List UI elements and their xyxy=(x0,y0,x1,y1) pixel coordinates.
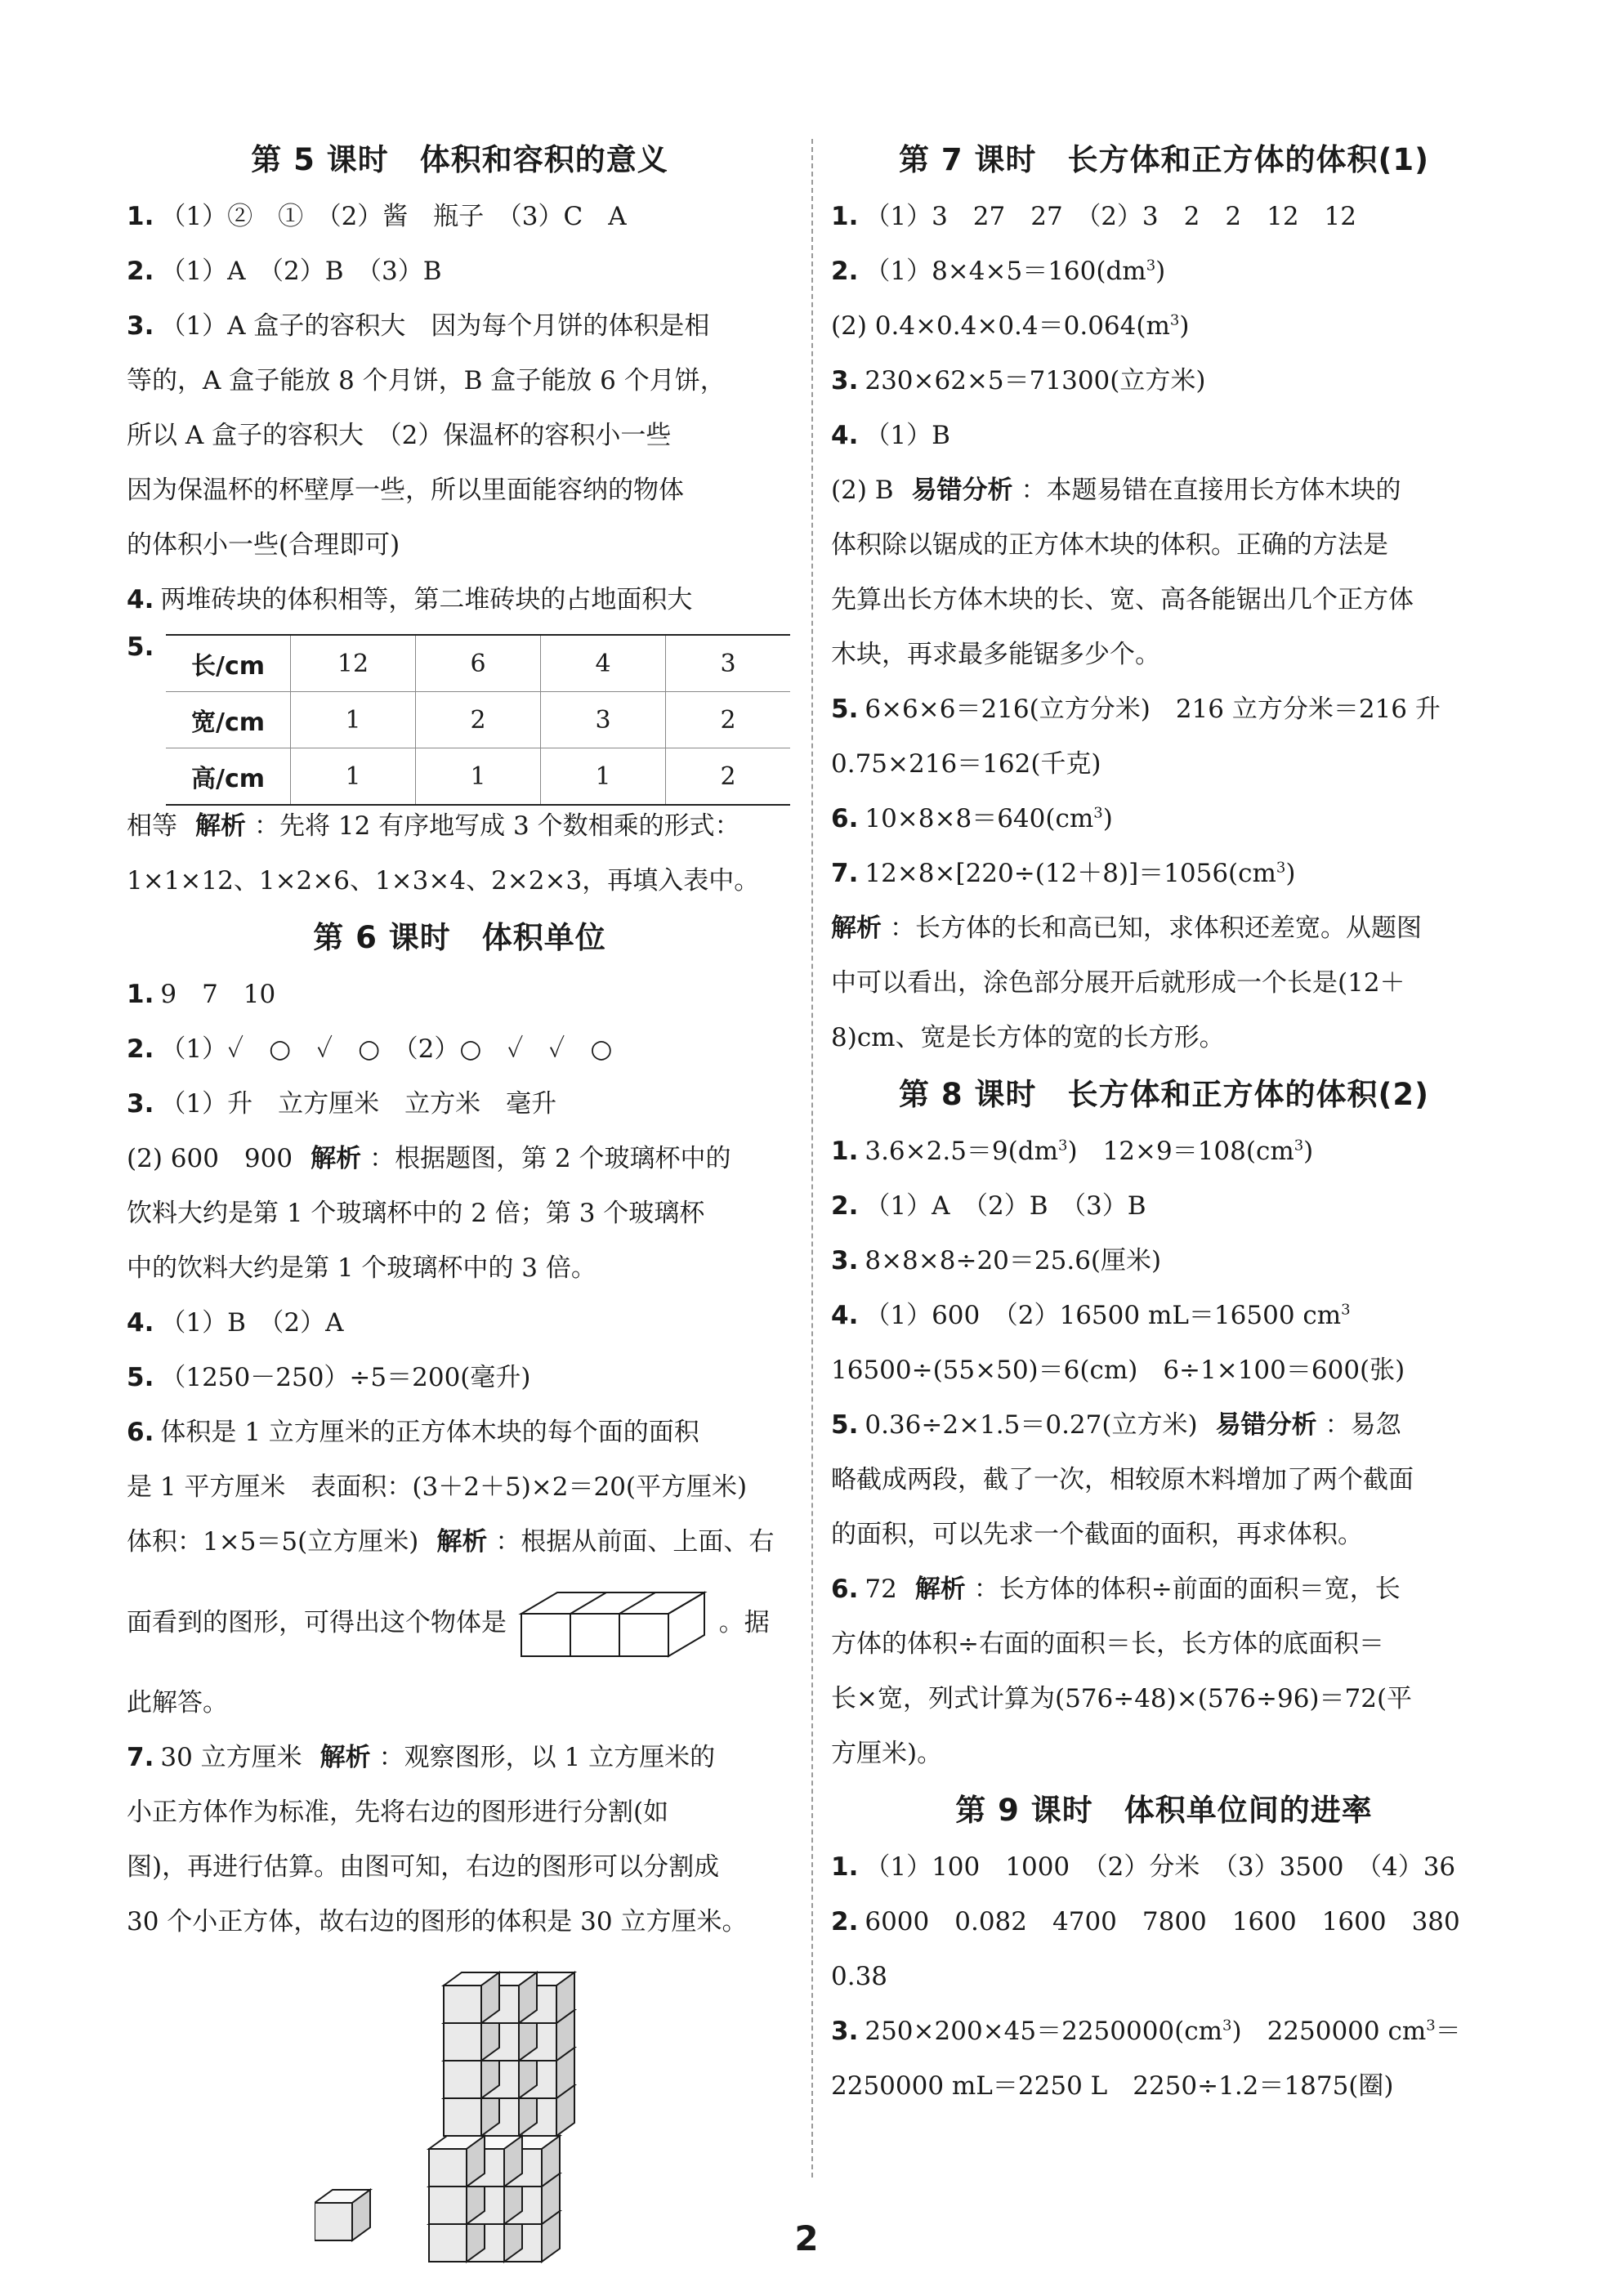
answer-line: 面看到的图形，可得出这个物体是 。据 xyxy=(127,1570,793,1676)
table-cell: 1 xyxy=(541,748,666,806)
answer-line: 6. 72 解析 ：长方体的体积÷前面的面积＝宽，长 xyxy=(831,1575,1401,1604)
question-number: 5. xyxy=(127,632,154,662)
answer-line: 7. $12\times 8\times[220\div(12+8)]=1056(cm^3)$ xyxy=(831,859,1296,888)
row-label: 高/cm xyxy=(191,765,265,793)
answer-line: 8)cm、宽是长方体的宽的长方形。 xyxy=(831,1023,1225,1052)
answer-line: 1. $3.6\times 2.5=9(dm^3)$ $12\times 9=108(cm^3)$ xyxy=(831,1137,1314,1166)
dimensions-table-block xyxy=(127,628,793,799)
table-cell: 6 xyxy=(416,635,541,692)
answer-line: 1×1×12、1×2×6、1×3×4、2×2×3，再填入表中。 xyxy=(127,866,760,896)
answer-line: 先算出长方体木块的长、宽、高各能锯出几个正方体 xyxy=(831,585,1414,614)
right-column xyxy=(831,131,1497,2114)
answer-line: 2. 6000 0.082 4700 7800 1600 1600 380 xyxy=(831,1907,1460,1936)
answer-line: 中可以看出，涂色部分展开后就形成一个长是(12＋ xyxy=(831,968,1405,998)
answer-line: (2) 600 900 解析 ：根据题图，第 2 个玻璃杯中的 xyxy=(127,1144,731,1173)
table-cell: 1 xyxy=(291,692,416,748)
answer-line: 3. 8×8×8÷20＝25.6(厘米) xyxy=(831,1246,1162,1275)
answer-line: 5. （1250－250）÷5＝200(毫升) xyxy=(127,1363,531,1392)
answer-line: 6. $10\times 8\times 8=640(cm^3)$ xyxy=(831,804,1113,833)
lesson-7-title: 第 7 课时 长方体和正方体的体积(1) xyxy=(898,142,1430,177)
answer-line: 3. 230×62×5＝71300(立方米) xyxy=(831,366,1206,395)
answer-line: 所以 A 盒子的容积大 （2）保温杯的容积小一些 xyxy=(127,421,672,450)
table-cell: 4 xyxy=(541,635,666,692)
answer-line: 3. （1）A 盒子的容积大 因为每个月饼的体积是相 xyxy=(127,311,710,341)
answer-line: 2. （1）✓ ○ ✓ ○ （2）○ ✓ ✓ ○ xyxy=(127,1034,613,1064)
unit-cube xyxy=(444,1972,499,2023)
table-cell: 2 xyxy=(416,692,541,748)
answer-line: 4. （1）B （2）A xyxy=(127,1308,344,1338)
answer-line: 图)，再进行估算。由图可知，右边的图形可以分割成 xyxy=(127,1852,720,1882)
answer-line: 0.38 xyxy=(831,1962,888,1991)
answer-line: 体积除以锯成的正方体木块的体积。正确的方法是 xyxy=(831,530,1388,560)
side-face xyxy=(668,1592,704,1656)
cube-front-face xyxy=(619,1614,668,1656)
answer-line: 1. （1）3 27 27 （2）3 2 2 12 12 xyxy=(831,202,1356,231)
answer-line: 小正方体作为标准，先将右边的图形进行分割(如 xyxy=(127,1798,669,1827)
answer-line: 饮料大约是第 1 个玻璃杯中的 2 倍；第 3 个玻璃杯 xyxy=(127,1199,705,1228)
three-cube-row-figure xyxy=(518,1589,708,1659)
answer-line: 2. （1）A （2）B （3）B xyxy=(127,257,442,286)
answer-line: (2) B 易错分析 ：本题易错在直接用长方体木块的 xyxy=(831,476,1401,505)
unit-cube xyxy=(429,2136,485,2187)
table-row xyxy=(166,635,790,692)
answer-line: 相等 解析 ：先将 12 有序地写成 3 个数相乘的形式： xyxy=(127,811,740,841)
answer-line: 方体的体积÷右面的面积＝长，长方体的底面积＝ xyxy=(831,1629,1384,1659)
row-label: 宽/cm xyxy=(166,692,291,748)
cube-front-face xyxy=(521,1614,570,1656)
answer-line: 5. 6×6×6＝216(立方分米) 216 立方分米＝216 升 xyxy=(831,695,1441,724)
answer-line: 长×宽，列式计算为(576÷48)×(576÷96)＝72(平 xyxy=(831,1684,1413,1713)
answer-line: 方厘米)。 xyxy=(831,1739,943,1768)
lesson-9-title: 第 9 课时 体积单位间的进率 xyxy=(955,1793,1373,1828)
lesson-5-title: 第 5 课时 体积和容积的意义 xyxy=(251,142,668,177)
answer-line: 3. （1）升 立方厘米 立方米 毫升 xyxy=(127,1089,557,1119)
answer-line: 2250000 mL＝2250 L 2250÷1.2＝1875(圈) xyxy=(831,2071,1394,2101)
answer-line: 是 1 平方厘米 表面积：(3＋2＋5)×2＝20(平方厘米) xyxy=(127,1472,748,1502)
answer-line: 16500÷(55×50)＝6(cm) 6÷1×100＝600(张) xyxy=(831,1356,1405,1385)
table-row xyxy=(166,692,790,748)
lesson-8-title: 第 8 课时 长方体和正方体的体积(2) xyxy=(898,1077,1430,1112)
answer-line: 解析 ：长方体的长和高已知，求体积还差宽。从题图 xyxy=(831,913,1422,943)
answer-line: (2) $0.4\times 0.4\times 0.4=0.064(m^3)$ xyxy=(831,311,1190,341)
table-row xyxy=(166,748,790,806)
answer-line: 等的，A 盒子能放 8 个月饼，B 盒子能放 6 个月饼， xyxy=(127,366,726,395)
answer-line: 中的饮料大约是第 1 个玻璃杯中的 3 倍。 xyxy=(127,1253,596,1283)
answer-line: 0.75×216＝162(千克) xyxy=(831,749,1101,779)
left-column xyxy=(127,131,793,2268)
dimensions-table xyxy=(166,634,790,806)
answer-line: 木块，再求最多能锯多少个。 xyxy=(831,640,1160,669)
answer-line: 5. 0.36÷2×1.5＝0.27(立方米) 易错分析 ：易忽 xyxy=(831,1410,1401,1440)
lesson-6-title: 第 6 课时 体积单位 xyxy=(313,920,606,955)
table-cell: 1 xyxy=(291,748,416,806)
table-cell: 2 xyxy=(666,748,791,806)
table-cell: 1 xyxy=(416,748,541,806)
answer-line: 此解答。 xyxy=(127,1688,228,1718)
row-label: 长/cm xyxy=(166,635,291,692)
answer-line: 4. 两堆砖块的体积相等，第二堆砖块的占地面积大 xyxy=(127,585,693,614)
cube-front-face xyxy=(570,1614,619,1656)
answer-line: 2. （1）A （2）B （3）B xyxy=(831,1191,1146,1221)
answer-line: 因为保温杯的杯壁厚一些，所以里面能容纳的物体 xyxy=(127,476,684,505)
answer-line: 的面积，可以先求一个截面的面积，再求体积。 xyxy=(831,1520,1363,1549)
answer-line: 4. （1）B xyxy=(831,421,950,450)
answer-line: 1. （1）100 1000 （2）分米 （3）3500 （4）36 xyxy=(831,1852,1456,1882)
answer-line: 1. 9 7 10 xyxy=(127,980,276,1009)
table-cell: 2 xyxy=(666,692,791,748)
table-cell: 3 xyxy=(666,635,791,692)
answer-line: 2. $(1)8\times 4\times 5=160(dm^3)$ xyxy=(831,257,1166,286)
answer-line: 1. （1）② ① （2）酱 瓶子 （3）C A xyxy=(127,202,627,231)
answer-line: 3. $250\times 200\times 45=2250000(cm^3)$ 2250000 $cm^3=$ xyxy=(831,2017,1461,2046)
column-divider xyxy=(811,139,813,2178)
answer-line: 7. 30 立方厘米 解析 ：观察图形，以 1 立方厘米的 xyxy=(127,1743,716,1772)
table-cell: 12 xyxy=(291,635,416,692)
answer-line: 体积：1×5＝5(立方厘米) 解析 ：根据从前面、上面、右 xyxy=(127,1527,775,1557)
answer-line: 的体积小一些(合理即可) xyxy=(127,530,400,560)
top-face xyxy=(521,1592,704,1614)
table-cell: 3 xyxy=(541,692,666,748)
answer-line: 略截成两段，截了一次，相较原木料增加了两个截面 xyxy=(831,1465,1414,1494)
answer-line: 30 个小正方体，故右边的图形的体积是 30 立方厘米。 xyxy=(127,1907,748,1936)
answer-line: 6. 体积是 1 立方厘米的正方体木块的每个面的面积 xyxy=(127,1418,699,1447)
page-number: 2 xyxy=(794,2218,819,2258)
answer-line: 4. （1）600 （2）16500 mL＝16500 $cm^3$ xyxy=(831,1301,1351,1330)
